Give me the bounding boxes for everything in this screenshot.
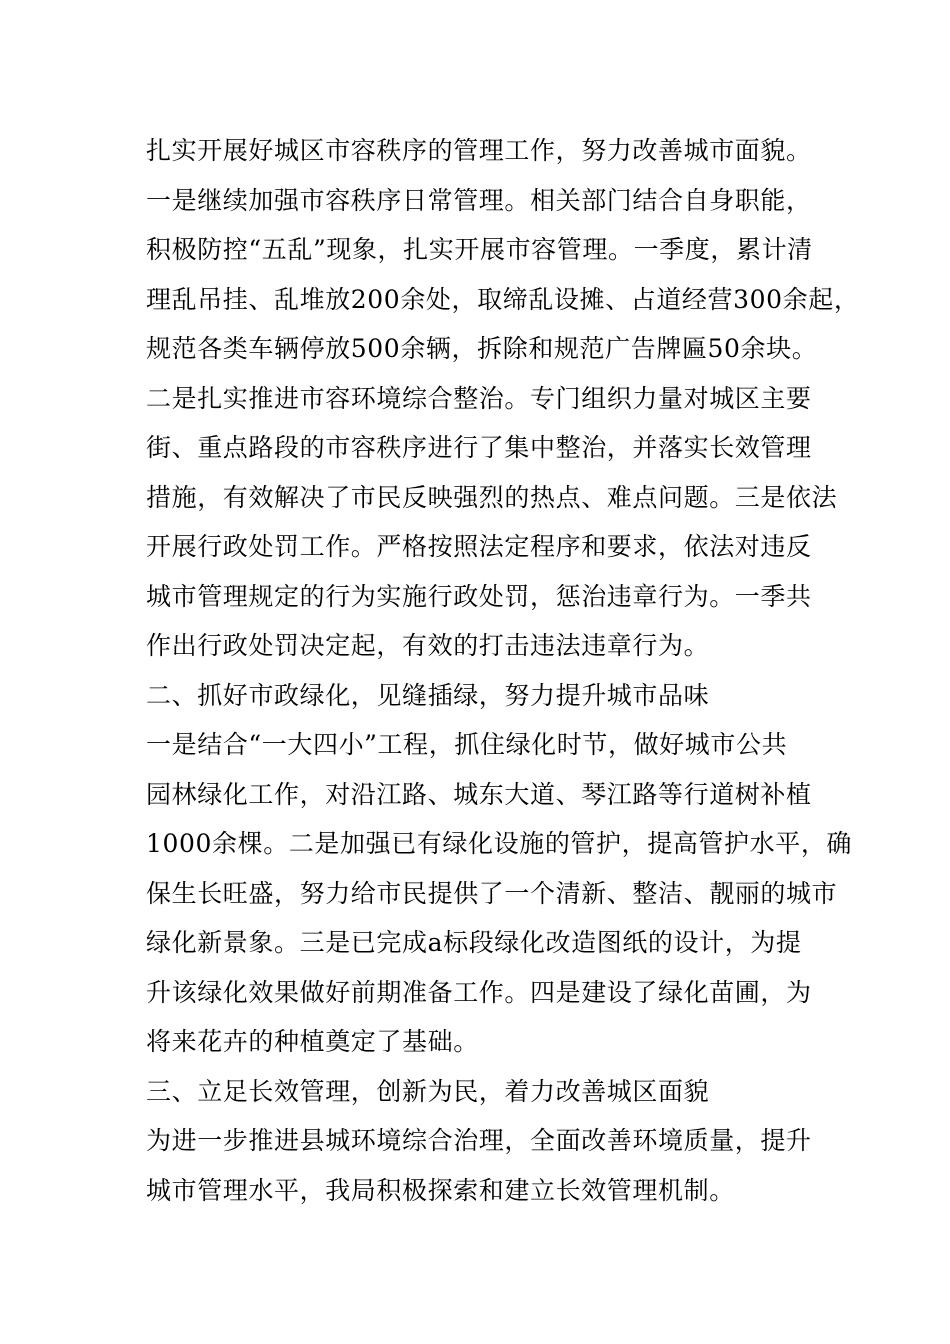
text-line: 开展行政处罚工作。严格按照法定程序和要求，依法对违反 [146, 532, 812, 561]
text-line: 将来花卉的种植奠定了基础。 [146, 1027, 479, 1056]
text-line: 二是扎实推进市容环境综合整治。专门组织力量对城区主要 [146, 383, 812, 413]
text-line: 保生长旺盛，努力给市民提供了一个清新、整洁、靓丽的城市 [146, 878, 838, 908]
text-line: 积极防控“五乱”现象，扎实开展市容管理。一季度，累计清 [146, 235, 813, 264]
text-line: 措施，有效解决了市民反映强烈的热点、难点问题。三是依法 [146, 482, 838, 512]
text-line: 一是结合“一大四小”工程，抓住绿化时节，做好城市公共 [146, 730, 788, 759]
text-line: 理乱吊挂、乱堆放200余处，取缔乱设摊、占道经营300余起， [146, 284, 860, 314]
section-heading: 三、立足长效管理，创新为民，着力改善城区面貌 [146, 1076, 710, 1106]
text-line: 作出行政处罚决定起，有效的打击违法违章行为。 [146, 631, 710, 660]
text-line: 园林绿化工作，对沿江路、城东大道、琴江路等行道树补植 [146, 779, 812, 809]
text-line: 1000余棵。二是加强已有绿化设施的管护，提高管护水平，确 [146, 829, 853, 858]
text-line: 街、重点路段的市容秩序进行了集中整治，并落实长效管理 [146, 433, 812, 462]
text-line: 城市管理规定的行为实施行政处罚，惩治违章行为。一季共 [146, 581, 812, 611]
text-line: 升该绿化效果做好前期准备工作。四是建设了绿化苗圃，为 [146, 977, 812, 1007]
text-line: 一是继续加强市容秩序日常管理。相关部门结合自身职能， [146, 185, 812, 215]
text-line: 扎实开展好城区市容秩序的管理工作，努力改善城市面貌。 [146, 136, 812, 165]
body-text [146, 126, 860, 1215]
text-line: 绿化新景象。三是已完成a标段绿化改造图纸的设计，为提 [146, 928, 802, 957]
text-line: 城市管理水平，我局积极探索和建立长效管理机制。 [146, 1175, 735, 1205]
text-line: 为进一步推进县城环境综合治理，全面改善环境质量，提升 [146, 1126, 812, 1155]
text-line: 规范各类车辆停放500余辆，拆除和规范广告牌匾50余块。 [146, 334, 818, 363]
section-heading: 二、抓好市政绿化，见缝插绿，努力提升城市品味 [146, 680, 710, 710]
